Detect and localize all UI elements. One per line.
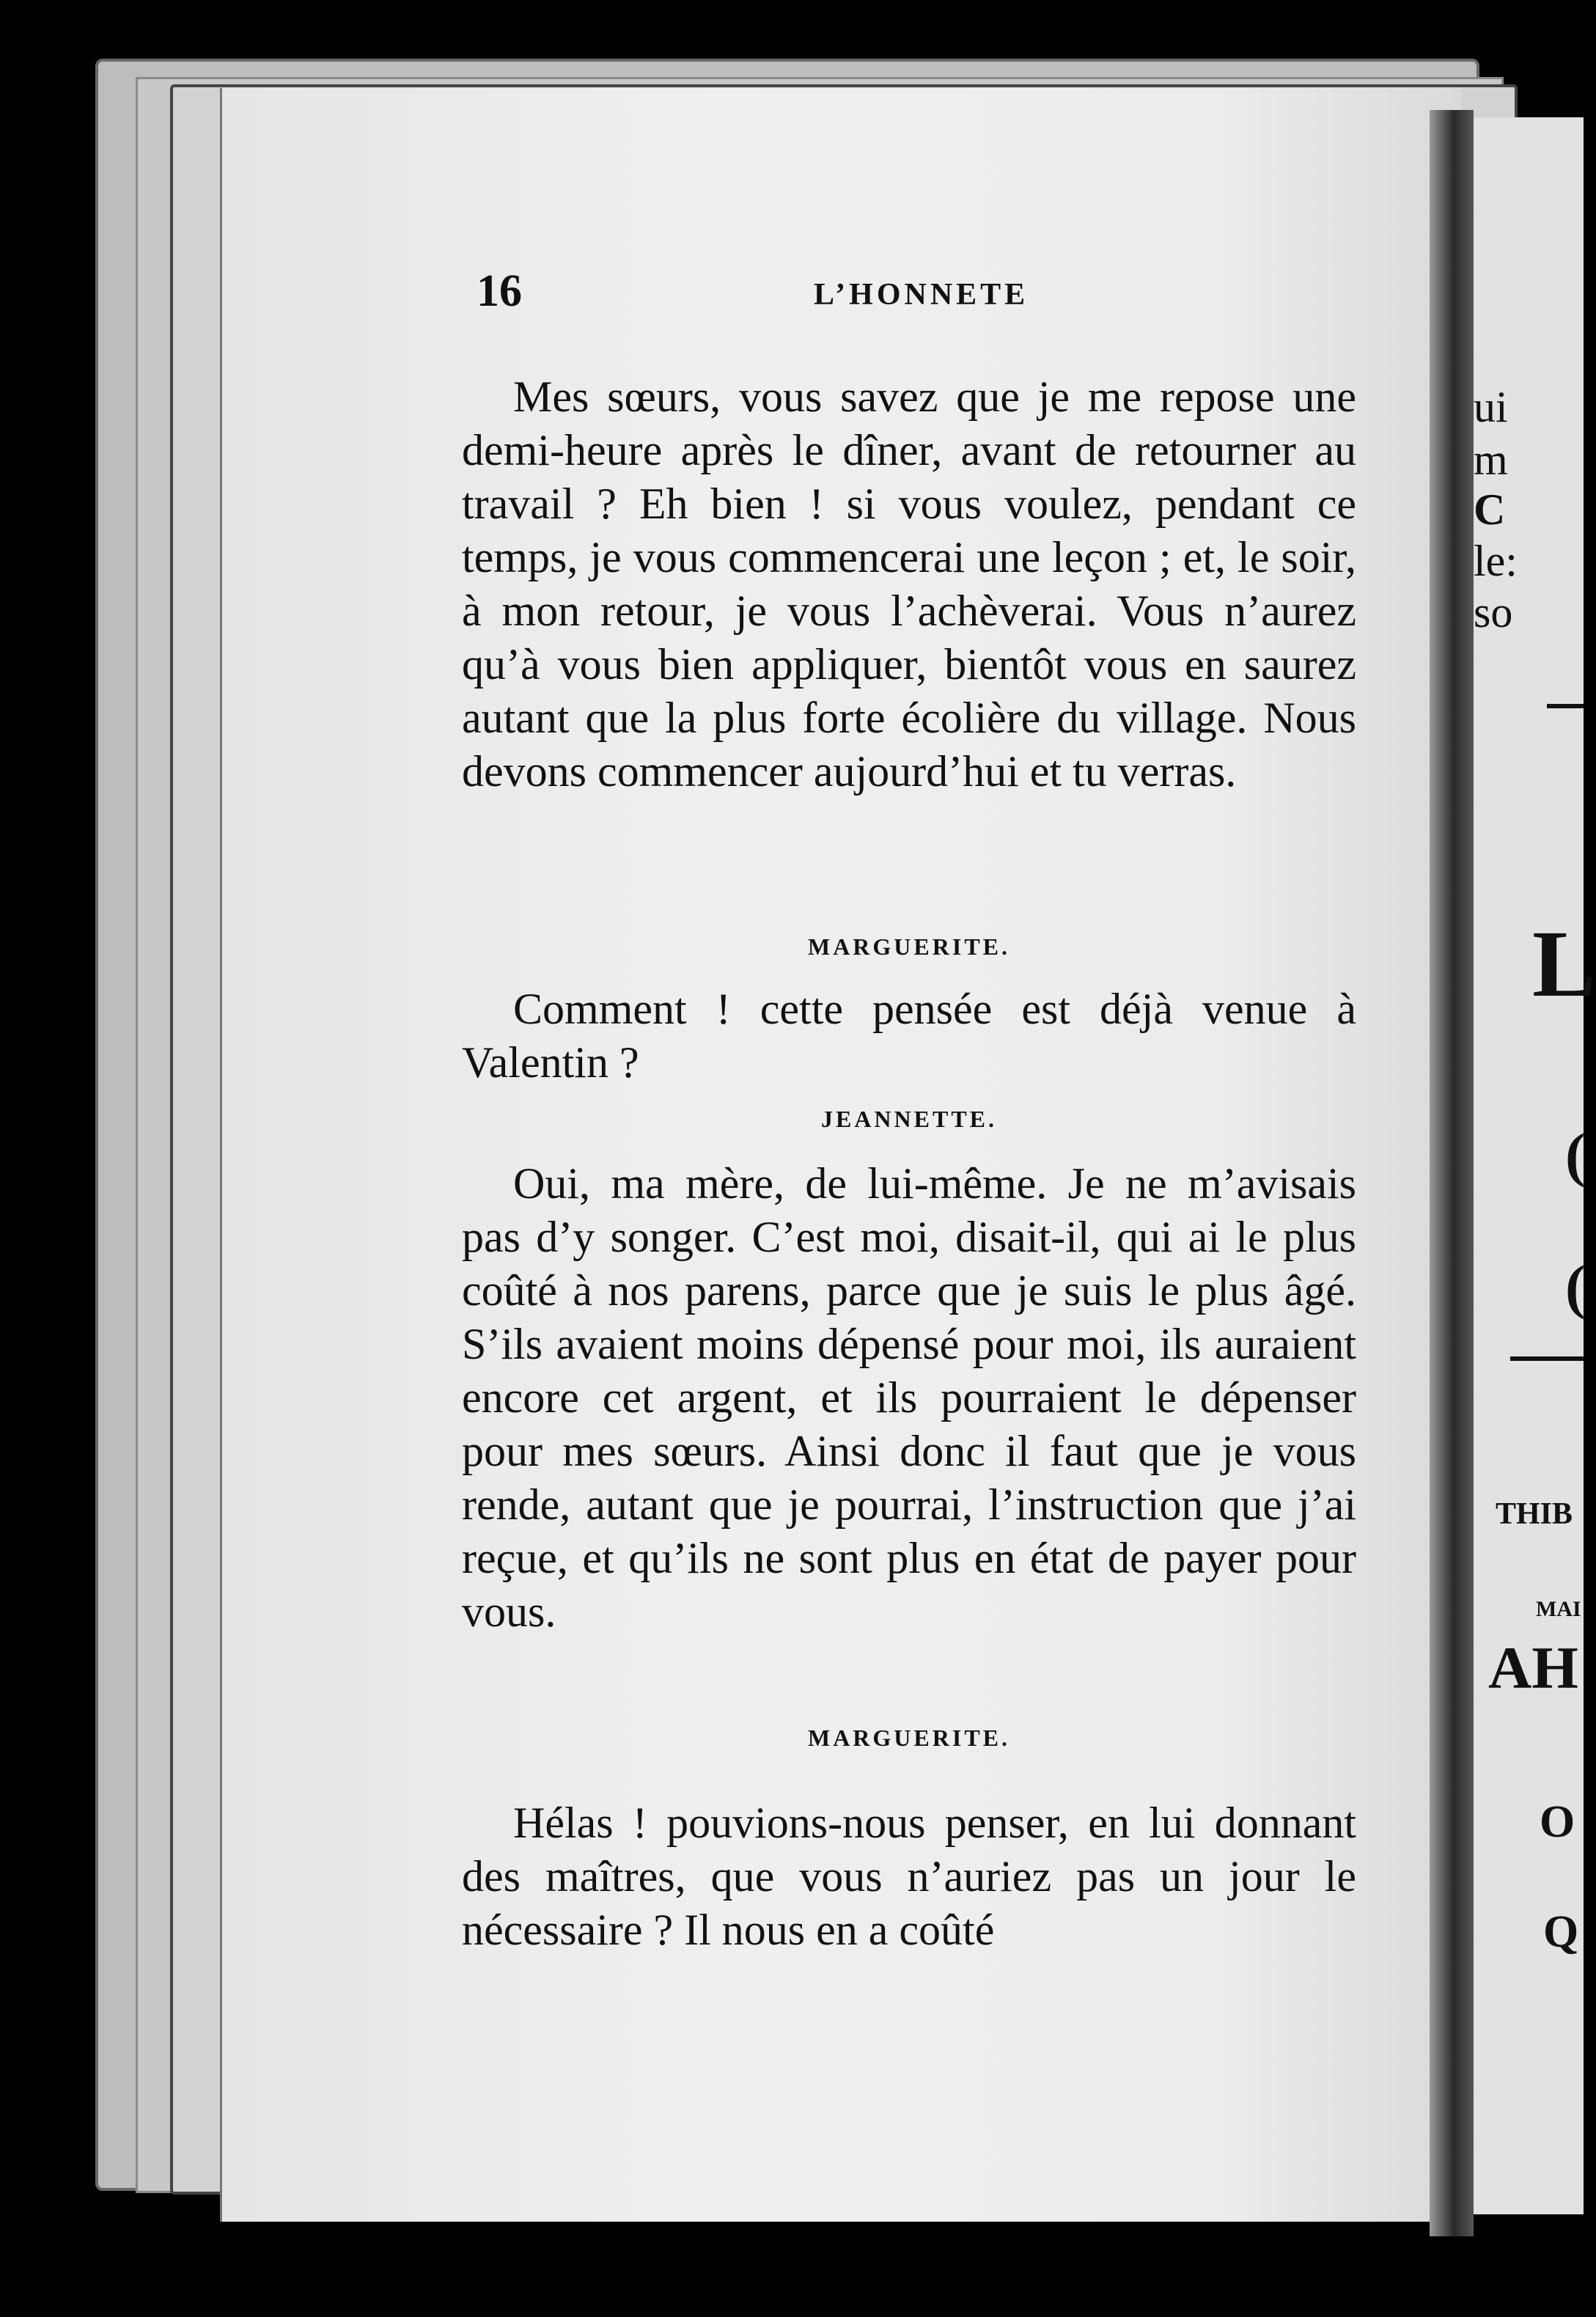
facing-o: O [1540, 1797, 1575, 1847]
facing-line-4: le: [1474, 537, 1518, 585]
paragraph-3: Oui, ma mère, de lui-même. Je ne m’avisais pas d’y songer. C’est moi, disait-il, qui ai le plus coûté à nos parens, parce que je suis le plus âgé. S’ils avaient moins dépensé pour moi, ils auraient encore cet argent, et ils pourraient le dépenser pour mes sœurs. Ainsi donc il faut que je vous rende, autant que je pourrai, l’instruction que j’ai reçue, et qu’ils ne sont plus en état de payer pour vous. [462, 1159, 1356, 1636]
facing-mid-letter-1: ( [1565, 1121, 1586, 1188]
facing-tiny-caps: MAI [1536, 1597, 1581, 1621]
facing-rule-1 [1547, 704, 1584, 708]
speaker-marguerite-1: MARGUERITE. [807, 933, 1010, 960]
facing-big-letter: L [1532, 911, 1596, 1017]
facing-line-3: C [1474, 485, 1506, 534]
facing-small-caps: THIB [1496, 1497, 1573, 1531]
facing-line-1: ui [1474, 383, 1508, 431]
paragraph-1: Mes sœurs, vous savez que je me repose une demi-heure après le dîner, avant de retourner au travail ? Eh bien ! si vous voulez, pendant ce temps, je vous commencerai une leçon ; et, le soir, à mon retour, je vous l’achèverai. Vous n’aurez qu’à vous bien appliquer, bientôt vous en saurez autant que la plus forte écolière du village. Nous devons commencer aujourd’hui et tu verras. [462, 372, 1356, 796]
facing-line-5: so [1474, 588, 1513, 636]
speaker-marguerite-2: MARGUERITE. [807, 1725, 1010, 1751]
facing-rule-2 [1510, 1356, 1584, 1361]
page-number: 16 [477, 266, 522, 316]
facing-page [1474, 117, 1596, 2214]
book-gutter [1430, 110, 1474, 2236]
paragraph-4: Hélas ! pouvions-nous penser, en lui donnant des maîtres, que vous n’auriez pas un jour le nécessaire ? Il nous en a coûté [462, 1799, 1356, 1954]
paragraph-2: Comment ! cette pensée est déjà venue à Valentin ? [462, 985, 1356, 1087]
running-head: L’HONNETE [814, 278, 1029, 312]
facing-ah: AH [1488, 1634, 1578, 1701]
speaker-jeannette: JEANNETTE. [820, 1106, 998, 1132]
facing-line-2: m [1474, 436, 1508, 484]
facing-mid-letter-2: ( [1565, 1253, 1586, 1320]
facing-q: Q [1543, 1907, 1579, 1957]
